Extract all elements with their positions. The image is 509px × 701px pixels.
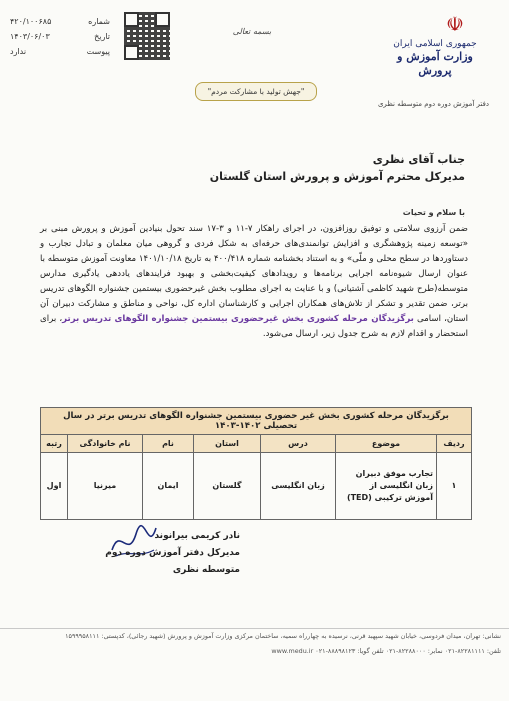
ministry-line2: وزارت آموزش و پرورش [397,50,473,77]
iran-emblem-icon: ☫ [446,12,464,36]
footer-contact-row [0,644,509,659]
letter-body [40,222,468,342]
body-part1: ضمن آرزوی سلامتی و توفیق روزافزون، در اجرای راهکار ۷-۱۱ و ۳-۱۷ سند تحول بنیادین آموزش و پرورش مبنی بر «توسعه زمینه پژوهشگری و افزایش توانمندی‌های حرفه‌ای به شکل فردی و گروهی میان معلمان و تبادل تجارب و دستاوردها در سطح محلی و ملّی» و به استناد بخشنامه شماره ۴۰۰/۴۱۸ به تاریخ ۱۴۰۱/۱۰/۱۸ معاونت آموزش متوسطه با عنوان ارسال شیوه‌نامه اجرایی برنامه‌ها و رویدادهای کیفیت‌بخشی و بهبود فرایندهای یاددهی یادگیری مدارس متوسطه(طرح شهید کاظمی آشتیانی) و با عنایت به اجرای مطلوب بخش غیرحضوری بیستمین جشنواره الگوهای تدریس برتر، ضمن تقدیر و تشکر از تلاش‌های همکاران اجرایی و کارشناسان اداره کل، نواحی و مناطق و مشارکت دبیران آن استان، اسامی [40,224,468,324]
meta-number-row [10,14,110,29]
footer-address-row [0,629,509,644]
cell-subject: تجارب موفق دبیران زبان انگلیسی از آموزش ترکیبی (TED) [336,453,437,520]
table-title: برگزیدگان مرحله کشوری بخش غیر حضوری بیستمین جشنواره الگوهای تدریس برتر در سال تحصیلی ۱۴۰۲-۱۴۰۳ [41,408,471,435]
winners-table [40,407,472,520]
signatory-title-line1: مدیرکل دفتر آموزش دوره دوم [105,548,240,558]
signatory-name: نادر کریمی بیرانوند [154,531,240,541]
letter-footer [0,628,509,701]
cell-last-name: میرنیا [68,453,143,520]
footer-contact[interactable]: تلفن: ۸۲۲۸۱۱۱۱-۰۲۱ نمابر: ۸۲۲۸۸۰۰۰-۰۲۱ تلفن گویا: ۸۸۸۹۸۱۲۳-۰۲۱ www.medu.ir [271,647,501,655]
header-row-number: ردیف [437,435,472,453]
letter-meta [10,14,110,59]
footer-address: نشانی: تهران، میدان فردوسی، خیابان شهید سپهبد قرنی، نرسیده به چهارراه سمیه، ساختمان مرکزی وزارت آموزش و پرورش (شهید رجائی)، کدپستی: ۱۵۹۹۹۵۸۱۱۱ [65,632,501,640]
meta-date-label: تاریخ [94,32,110,41]
meta-number-value: ۴۲۰/۱۰۰۶۸۵ [10,17,52,26]
qr-code-icon[interactable] [124,12,170,60]
slogan-badge: "جهش تولید با مشارکت مردم" [195,82,317,101]
header-subject: موضوع [336,435,437,453]
body-highlight: برگزیدگان مرحله کشوری بخش غیرحضوری بیستمین جشنواره الگوهای تدریس برتر [62,314,414,324]
meta-date-value: ۱۴۰۳/۰۶/۰۳ [10,32,50,41]
meta-attachment-row [10,44,110,59]
winners-table-grid [41,435,471,519]
ministry-logo [385,38,485,78]
addressee-title: مدیرکل محترم آموزش و پرورش استان گلستان [209,170,465,183]
table-row [41,453,471,520]
header-last-name: نام خانوادگی [68,435,143,453]
cell-province: گلستان [194,453,261,520]
cell-first-name: ایمان [143,453,194,520]
signatory-title-line2: متوسطه نظری [172,565,240,575]
addressee [165,152,465,186]
ministry-line1: جمهوری اسلامی ایران [393,39,477,49]
header-first-name: نام [143,435,194,453]
meta-date-row [10,29,110,44]
table-header-row [41,435,471,453]
cell-row-number: ۱ [437,453,472,520]
body-part2: ، برای استحضار و اقدام لازم به شرح جدول زیر، ارسال می‌شود. [40,314,468,339]
cell-course: زبان انگلیسی [261,453,336,520]
meta-number-label: شماره [88,17,110,26]
department-name: دفتر آموزش دوره دوم متوسطه نظری [377,100,489,108]
signature-block [100,528,240,579]
header-province: استان [194,435,261,453]
header-rank: رتبه [41,435,68,453]
basmala: بسمه تعالی [232,27,272,36]
addressee-name: جناب آقای نظری [372,153,465,166]
header-course: درس [261,435,336,453]
greeting: با سلام و تحیات [402,208,465,217]
meta-attachment-value: ندارد [10,47,27,56]
cell-rank: اول [46,481,62,490]
meta-attachment-label: پیوست [86,47,110,56]
